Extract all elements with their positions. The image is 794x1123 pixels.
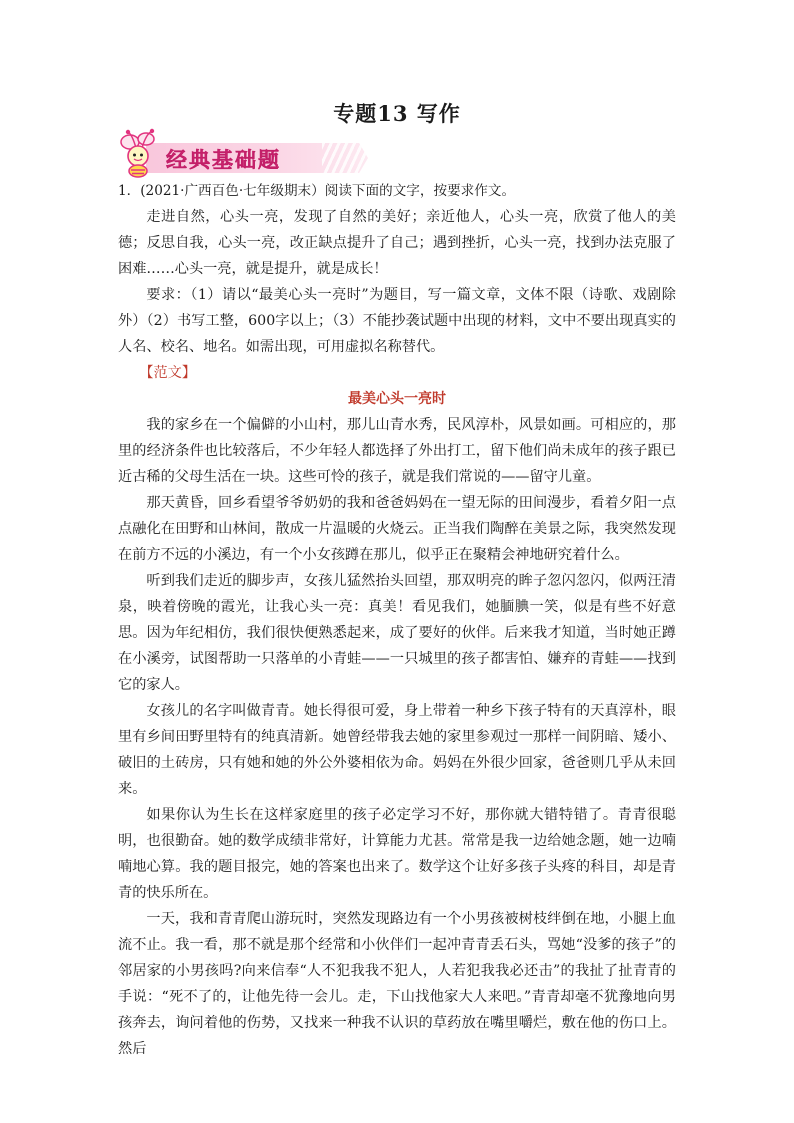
section-banner-label: 经典基础题	[166, 148, 281, 172]
question-prompt: 走进自然，心头一亮，发现了自然的美好；亲近他人，心头一亮，欣赏了他人的美德；反思自我，心头一亮，改正缺点提升了自己；遇到挫折，心头一亮，找到办法克服了困难……心头一亮，就是提升，就是成长！	[118, 209, 676, 277]
section-banner	[116, 126, 376, 178]
banner-stripes	[322, 143, 368, 173]
sample-essay-tag-row	[118, 360, 676, 386]
document-body	[118, 178, 676, 1062]
question-requirements: 要求：（1）请以“最美心头一亮时”为题目，写一篇文章，文体不限（诗歌、戏剧除外）（2）书写工整，600字以上；（3）不能抄袭试题中出现的材料，文中不要出现真实的人名、校名、地名。如需出现，可用虚拟名称替代。	[118, 287, 676, 355]
question-line: 1．(2021·广西百色·七年级期末）阅读下面的文字，按要求作文。	[118, 183, 516, 199]
essay-paragraph: 女孩儿的名字叫做青青。她长得很可爱，身上带着一种乡下孩子特有的天真淳朴，眼里有乡间田野里特有的纯真清新。她曾经带我去她的家里参观过一那样一间阴暗、矮小、破旧的土砖房，只有她和她的外公外婆相依为命。妈妈在外很少回家，爸爸则几乎从未回来。	[118, 703, 676, 797]
essay-paragraph: 如果你认为生长在这样家庭里的孩子必定学习不好，那你就大错特错了。青青很聪明，也很勤奋。她的数学成绩非常好，计算能力尤甚。常常是我一边给她念题，她一边喃喃地心算。我的题目报完，她的答案也出来了。数学这个让好多孩子头疼的科目，却是青青的快乐所在。	[118, 807, 676, 901]
essay-paragraph: 听到我们走近的脚步声，女孩儿猛然抬头回望，那双明亮的眸子忽闪忽闪，似两汪清泉，映着傍晚的霞光，让我心头一亮：真美！看见我们，她腼腆一笑，似是有些不好意思。因为年纪相仿，我们很快便熟悉起来，成了要好的伙伴。后来我才知道，当时她正蹲在小溪旁，试图帮助一只落单的小青蛙——一只城里的孩子都害怕、嫌弃的青蛙——找到它的家人。	[118, 573, 676, 693]
essay-paragraph: 那天黄昏，回乡看望爷爷奶奶的我和爸爸妈妈在一望无际的田间漫步，看着夕阳一点点融化在田野和山林间，散成一片温暖的火烧云。正当我们陶醉在美景之际，我突然发现在前方不远的小溪边，有一个小女孩蹲在那儿，似乎正在聚精会神地研究着什么。	[118, 495, 676, 563]
essay-paragraph: 一天，我和青青爬山游玩时，突然发现路边有一个小男孩被树枝绊倒在地，小腿上血流不止。我一看，那不就是那个经常和小伙伴们一起冲青青丢石头，骂她“没爹的孩子”的邻居家的小男孩吗?向来信奉“人不犯我我不犯人，人若犯我我必还击”的我扯了扯青青的手说：“死不了的，让他先待一会儿。走，下山找他家大人来吧。”青青却毫不犹豫地向男孩奔去，询问着他的伤势，又找来一种我不认识的草药放在嘴里嚼烂，敷在他的伤口上。然后	[118, 911, 676, 1057]
essay-paragraph: 我的家乡在一个偏僻的小山村，那儿山青水秀，民风淳朴，风景如画。可相应的，那里的经济条件也比较落后，不少年轻人都选择了外出打工，留下他们尚未成年的孩子跟已近古稀的父母生活在一块。这些可怜的孩子，就是我们常说的——留守儿童。	[118, 417, 676, 485]
essay-title: 最美心头一亮时	[348, 391, 446, 407]
sample-essay-tag: 【范文】	[139, 365, 197, 381]
bee-mascot-icon	[116, 126, 168, 178]
page-title: 专题13 写作	[333, 101, 461, 126]
